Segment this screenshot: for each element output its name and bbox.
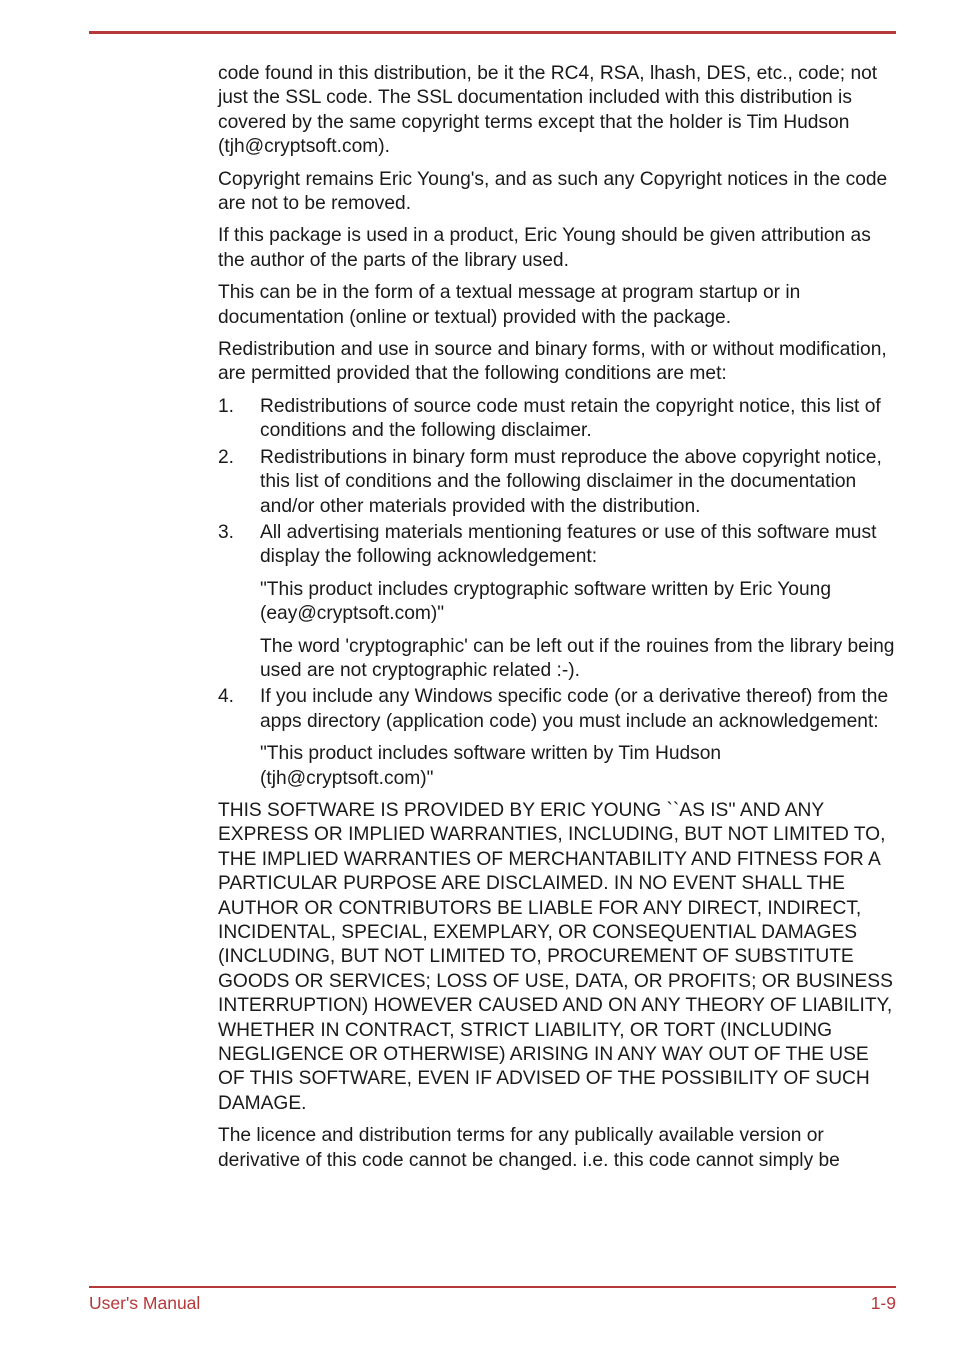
list-item (218, 395, 898, 444)
list-item (218, 446, 898, 519)
paragraph-copyright: Copyright remains Eric Young's, and as such any Copyright notices in the code are not to be removed. (218, 168, 888, 215)
list-item (218, 685, 898, 791)
list-item-text: Redistributions in binary form must reproduce the above copyright notice, this list of conditions and the following disclaimer in the documentation and/or other materials provided with the distribution. (260, 446, 882, 517)
list-item-text: All advertising materials mentioning features or use of this software must display the following acknowledgement: (260, 521, 877, 568)
acknowledgement-quote: "This product includes software written by Tim Hudson (tjh@cryptsoft.com)" (260, 743, 722, 789)
header-rule (89, 31, 896, 34)
list-item-number: 1. (218, 395, 235, 417)
document-body (218, 62, 898, 1181)
list-item-note: The word 'cryptographic' can be left out if the rouines from the library being used are not cryptographic related :-). (260, 635, 895, 681)
paragraph-licence-terms: The licence and distribution terms for any publically available version or derivative of this code cannot be changed. i.e. this code cannot simply be (218, 1125, 840, 1171)
acknowledgement-quote: "This product includes cryptographic software written by Eric Young (eay@cryptsoft.com)" (260, 578, 831, 625)
list-item-text: Redistributions of source code must retain the copyright notice, this list of conditions and the following disclaimer. (260, 395, 881, 442)
paragraph-distribution-code: code found in this distribution, be it the RC4, RSA, lhash, DES, etc., code; not just the SSL code. The SSL documentation included with this distribution is covered by the same copyright terms except that the holder is Tim Hudson (tjh@cryptsoft.com). (218, 63, 878, 158)
list-item-text: If you include any Windows specific code (or a derivative thereof) from the apps directory (application code) you must include an acknowledgement: (260, 686, 889, 732)
conditions-list (218, 395, 898, 791)
footer-page-number: 1-9 (870, 1293, 896, 1313)
paragraph-attribution: If this package is used in a product, Eric Young should be given attribution as the author of the parts of the library used. (218, 225, 871, 271)
footer-manual-title: User's Manual (89, 1293, 201, 1313)
footer-rule (89, 1286, 896, 1288)
list-item-number: 4. (218, 686, 235, 708)
list-item (218, 521, 898, 683)
list-item-number: 2. (218, 446, 235, 468)
paragraph-textual-message: This can be in the form of a textual message at program startup or in documentation (online or textual) provided with the package. (218, 282, 801, 328)
list-item-number: 3. (218, 521, 235, 543)
paragraph-redistribution: Redistribution and use in source and binary forms, with or without modification, are permitted provided that the following conditions are met: (218, 339, 887, 385)
paragraph-warranty-disclaimer: THIS SOFTWARE IS PROVIDED BY ERIC YOUNG ``AS IS'' AND ANY EXPRESS OR IMPLIED WARRANTIES, INCLUDING, BUT NOT LIMITED TO, THE IMPLIED WARRANTIES OF MERCHANTABILITY AND FITNESS FOR A PARTICULAR PURPOSE ARE DISCLAIMED. IN NO EVENT SHALL THE AUTHOR OR CONTRIBUTORS BE LIABLE FOR ANY DIRECT, INDIRECT, INCIDENTAL, SPECIAL, EXEMPLARY, OR CONSEQUENTIAL DAMAGES (INCLUDING, BUT NOT LIMITED TO, PROCUREMENT OF SUBSTITUTE GOODS OR SERVICES; LOSS OF USE, DATA, OR PROFITS; OR BUSINESS INTERRUPTION) HOWEVER CAUSED AND ON ANY THEORY OF LIABILITY, WHETHER IN CONTRACT, STRICT LIABILITY, OR TORT (INCLUDING NEGLIGENCE OR OTHERWISE) ARISING IN ANY WAY OUT OF THE USE OF THIS SOFTWARE, EVEN IF ADVISED OF THE POSSIBILITY OF SUCH DAMAGE. (218, 799, 893, 1114)
